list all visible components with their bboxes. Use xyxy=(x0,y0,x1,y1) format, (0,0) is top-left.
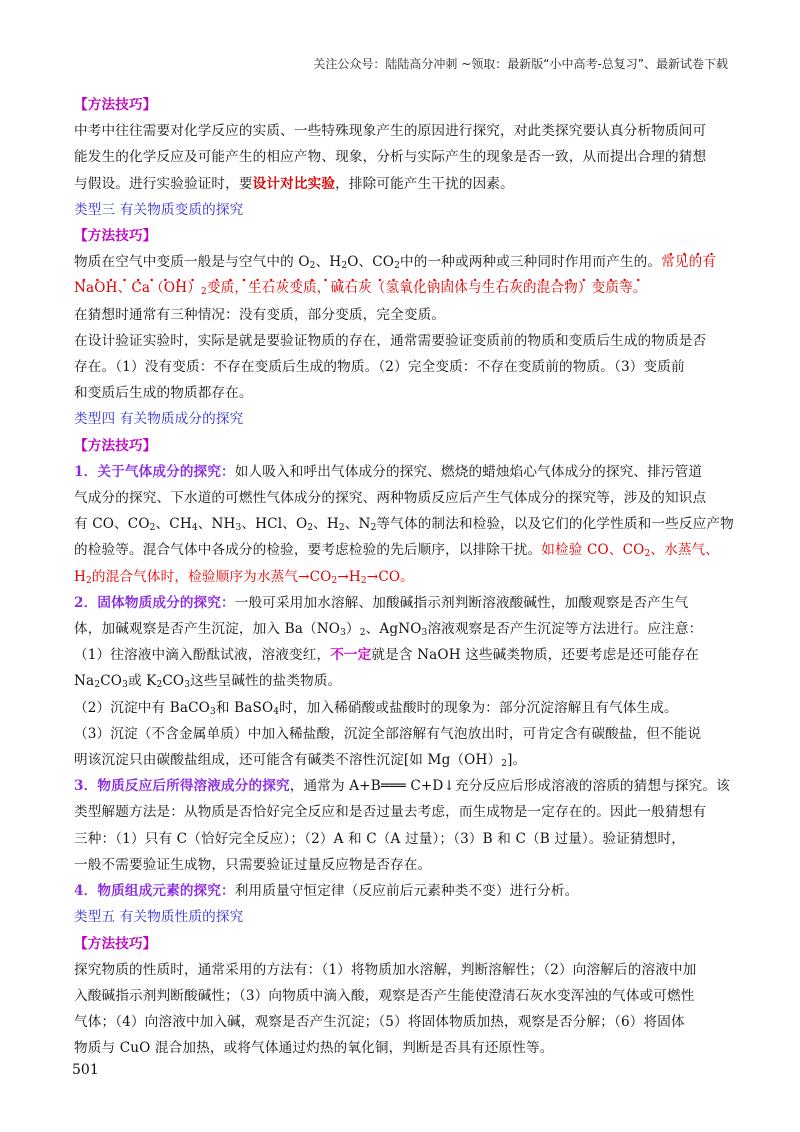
section-heading-type3: 类型三 有关物质变质的探究 xyxy=(74,201,244,218)
paragraph-line: 明该沉淀只由碳酸盐组成，还可能含有碱类不溶性沉淀[如 $Mg(OH)_2$]。 xyxy=(74,752,527,770)
page-number: 501 xyxy=(72,1062,99,1078)
emphasis-text: 常见的有 xyxy=(661,251,716,270)
paragraph-line: 在设计验证实验时，实际是就是要验证物质的存在，通常需要验证变质前的物质和变质后生成的物质是否 xyxy=(74,332,707,349)
section-heading-type5: 类型五 有关物质性质的探究 xyxy=(74,909,244,926)
paragraph-line: 物质与 CuO 混合加热，或将气体通过灼热的氧化铜，判断是否具有还原性等。 xyxy=(74,1040,554,1057)
paragraph-line: （3）沉淀（不含金属单质）中加入稀盐酸，沉淀全部溶解有气泡放出时，可肯定含有碳酸盐，但不能说 xyxy=(74,725,702,742)
paragraph-line: 类型解题方法是：从物质是否恰好完全反应和是否过量去考虑，而生成物是一定存在的。因此一般猜想有 xyxy=(74,804,707,821)
paragraph-line: $Na_2CO_3$或 $K_2CO_3$这些呈碱性的盐类物质。 xyxy=(74,673,342,691)
method-heading: 【方法技巧】 xyxy=(74,935,157,952)
paragraph-line: 和变质后生成的物质都存在。 xyxy=(74,385,253,402)
subsection-title: 2．固体物质成分的探究： xyxy=(74,594,235,611)
paragraph-line: （1）往溶液中滴入酚酞试液，溶液变红，不一定就是含 NaOH 这些碱类物质，还要考虑是还可能存在 xyxy=(74,647,699,664)
paragraph-line: NaOH、$Ca(OH)_2$变质，生石灰变质，碱石灰（氢氧化钠固体与生石灰的混合物）变质等。 xyxy=(74,275,730,301)
document-body xyxy=(74,92,734,1062)
paragraph-line: 存在。（1）没有变质：不存在变质后生成的物质。（2）完全变质：不存在变质前的物质。（3）变质前 xyxy=(74,359,685,376)
paragraph-line: 在猜想时通常有三种情况：没有变质，部分变质，完全变质。 xyxy=(74,306,446,323)
paragraph-line: 气成分的探究、下水道的可燃性气体成分的探究、两种物质反应后产生气体成分的探究等，涉及的知识点 xyxy=(74,490,707,507)
emphasis-text: 设计对比实验 xyxy=(252,175,336,192)
paragraph-line: 3．物质反应后所得溶液成分的探究，通常为 A+B═══ C+D↓充分反应后形成溶液的溶质的猜想与探究。该 xyxy=(74,778,730,795)
paragraph-line: 三种：（1）只有 C（恰好完全反应）；（2）A 和 C（A 过量）；（3）B 和 C（B 过量）。验证猜想时， xyxy=(74,830,686,847)
paragraph-line: 1．关于气体成分的探究：如人吸入和呼出气体成分的探究、燃烧的蜡烛焰心气体成分的探究、排污管道 xyxy=(74,463,703,480)
paragraph-line: 2．固体物质成分的探究：一般可采用加水溶解、加酸碱指示剂判断溶液酸碱性，加酸观察是否产生气 xyxy=(74,594,689,611)
paragraph-line: 的检验等。混合气体中各成分的检验，要考虑检验的先后顺序，以排除干扰。如检验 CO、$CO_2$、水蒸气、 xyxy=(74,542,720,560)
paragraph-line: 能发生的化学反应及可能产生的相应产物、现象，分析与实际产生的现象是否一致，从而提出合理的猜想 xyxy=(74,149,707,166)
paragraph-line: 物质在空气中变质一般是与空气中的 $O_2$、$H_2O$、$CO_2$中的一种或两种或三种同时作用而产生的。常见的有 xyxy=(74,249,730,275)
paragraph-line: 一般不需要验证生成物，只需要验证过量反应物是否存在。 xyxy=(74,856,432,873)
emphasis-text: 不一定 xyxy=(330,647,372,664)
paragraph-line: 体，加碱观察是否产生沉淀，加入 $Ba(NO_3)_2$、AgNO$_3$溶液观察是否产生沉淀等方法进行。应注意： xyxy=(74,621,703,639)
paragraph-line: $H_2$的混合气体时，检验顺序为水蒸气$\to CO_2\to H_2\to CO$。 xyxy=(74,568,414,586)
paragraph-line: 中考中往往需要对化学反应的实质、一些特殊现象产生的原因进行探究，对此类探究要认真分析物质间可 xyxy=(74,123,707,140)
paragraph-line: 4．物质组成元素的探究：利用质量守恒定律（反应前后元素种类不变）进行分析。 xyxy=(74,883,579,900)
method-heading: 【方法技巧】 xyxy=(74,97,157,113)
paragraph-line: （2）沉淀中有 BaCO$_3$和 BaSO$_4$时，加入稀硝酸或盐酸时的现象为：部分沉淀溶解且有气体生成。 xyxy=(74,699,678,717)
subsection-title: 4．物质组成元素的探究： xyxy=(74,883,235,900)
subsection-title: 3．物质反应后所得溶液成分的探究 xyxy=(74,778,290,795)
paragraph-line: 有 CO、$CO_2$、$CH_4$、$NH_3$、HCl、$O_2$、$H_2$、$N_2$等气体的制法和检验，以及它们的化学性质和一些反应产物 xyxy=(74,516,734,534)
paragraph-line: 入酸碱指示剂判断酸碱性；（3）向物质中滴入酸，观察是否产生能使澄清石灰水变浑浊的气体或可燃性 xyxy=(74,987,695,1004)
paragraph-line: 气体；（4）向溶液中加入碱，观察是否产生沉淀；（5）将固体物质加热，观察是否分解；（6）将固体 xyxy=(74,1014,685,1031)
method-heading: 【方法技巧】 xyxy=(74,228,157,245)
method-heading: 【方法技巧】 xyxy=(74,437,157,454)
paragraph-line: 与假设。进行实验验证时，要设计对比实验，排除可能产生干扰的因素。 xyxy=(74,175,514,192)
page-header: 关注公众号：陆陆高分冲刺 ~领取：最新版“小中高考-总复习”、最新试卷下载 xyxy=(313,57,728,71)
subsection-title: 1．关于气体成分的探究： xyxy=(74,463,235,480)
paragraph-line: 探究物质的性质时，通常采用的方法有：（1）将物质加水溶解，判断溶解性；（2）向溶解后的溶液中加 xyxy=(74,961,697,978)
section-heading-type4: 类型四 有关物质成分的探究 xyxy=(74,411,244,428)
